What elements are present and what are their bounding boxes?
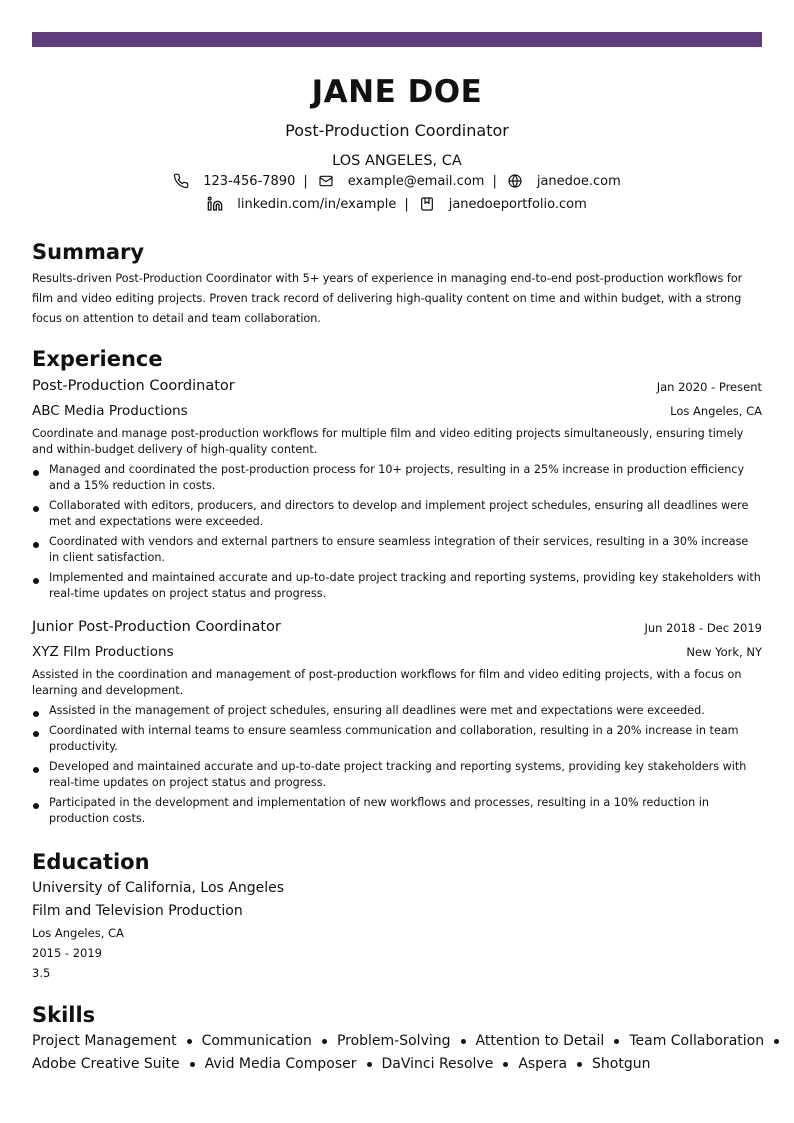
separator: | xyxy=(492,173,497,189)
bullet-dot xyxy=(187,1039,192,1044)
job-role: Junior Post-Production Coordinator xyxy=(32,619,281,635)
portfolio-link[interactable]: janedoeportfolio.com xyxy=(448,196,587,212)
list-item: Implemented and maintained accurate and up-to-date project tracking and reporting systems, providing key stakeholders with real-time updates on project status and progress. xyxy=(32,570,762,602)
bullet-dot xyxy=(461,1039,466,1044)
bullet-dot xyxy=(614,1039,619,1044)
phone-number[interactable]: 123-456-7890 xyxy=(203,173,296,189)
contact-row-secondary xyxy=(32,196,762,212)
bullet-dot xyxy=(367,1062,372,1067)
summary-heading: Summary xyxy=(32,240,145,264)
contact-row-primary xyxy=(32,173,762,189)
skills-heading: Skills xyxy=(32,1003,96,1027)
job-bullets xyxy=(32,703,762,831)
job-location: New York, NY xyxy=(686,645,762,659)
job-description: Assisted in the coordination and management of post-production workflows for film and video editing projects, with a focus on learning and development. xyxy=(32,668,742,697)
phone-icon xyxy=(173,173,189,189)
separator: | xyxy=(303,173,308,189)
email-link[interactable]: example@email.com xyxy=(347,173,485,189)
list-item: Developed and maintained accurate and up-to-date project tracking and reporting systems, providing key stakeholders with real-time updates on project status and progress. xyxy=(32,759,762,791)
skill-item: Avid Media Composer xyxy=(204,1056,357,1072)
education-years: 2015 - 2019 xyxy=(32,946,102,960)
candidate-title: Post-Production Coordinator xyxy=(285,121,509,140)
job-location: Los Angeles, CA xyxy=(670,404,762,418)
bullet-dot xyxy=(322,1039,327,1044)
list-item: Coordinated with vendors and external partners to ensure seamless integration of their services, resulting in a 30% increase in client satisfaction. xyxy=(32,534,762,566)
skill-item: Project Management xyxy=(32,1033,177,1049)
separator: | xyxy=(404,196,409,212)
skill-item: DaVinci Resolve xyxy=(381,1056,494,1072)
education-program: Film and Television Production xyxy=(32,903,243,919)
list-item: Assisted in the management of project schedules, ensuring all deadlines were met and expectations were exceeded. xyxy=(32,703,762,719)
candidate-name: JANE DOE xyxy=(311,74,483,110)
list-item: Participated in the development and implementation of new workflows and processes, resulting in a 10% reduction in production costs. xyxy=(32,795,762,827)
education-heading: Education xyxy=(32,850,150,874)
skill-item: Problem-Solving xyxy=(336,1033,451,1049)
education-gpa: 3.5 xyxy=(32,966,51,980)
accent-bar xyxy=(32,32,762,47)
bullet-dot xyxy=(190,1062,195,1067)
bullet-dot xyxy=(577,1062,582,1067)
summary-text: Results-driven Post-Production Coordinator with 5+ years of experience in managing end-to-end post-production workflows for film and video editing projects. Proven track record of delivering high-quality content on time and within budget, with a strong focus on attention to detail and team collaboration. xyxy=(32,272,743,325)
job-role: Post-Production Coordinator xyxy=(32,378,235,394)
job-company: XYZ Film Productions xyxy=(32,644,174,660)
list-item: Coordinated with internal teams to ensure seamless communication and collaboration, resulting in a 20% increase in team productivity. xyxy=(32,723,762,755)
linkedin-link[interactable]: linkedin.com/in/example xyxy=(237,196,397,212)
bullet-dot xyxy=(503,1062,508,1067)
list-item: Managed and coordinated the post-production process for 10+ projects, resulting in a 25% increase in production efficiency and a 15% reduction in costs. xyxy=(32,462,762,494)
candidate-location: LOS ANGELES, CA xyxy=(332,153,462,169)
job-dates: Jan 2020 - Present xyxy=(656,380,762,394)
portfolio-icon xyxy=(419,196,435,212)
education-location: Los Angeles, CA xyxy=(32,926,124,940)
job-company: ABC Media Productions xyxy=(32,403,188,419)
skill-item: Attention to Detail xyxy=(475,1033,605,1049)
mail-icon xyxy=(318,173,334,189)
skills-row-2 xyxy=(32,1056,650,1072)
skill-item: Shotgun xyxy=(592,1056,651,1072)
website-link[interactable]: janedoe.com xyxy=(536,173,621,189)
skill-item: Adobe Creative Suite xyxy=(32,1056,180,1072)
list-item: Collaborated with editors, producers, and directors to develop and implement project schedules, ensuring all deadlines were met and expectations were exceeded. xyxy=(32,498,762,530)
skill-item: Team Collaboration xyxy=(629,1033,765,1049)
job-description: Coordinate and manage post-production workflows for multiple film and video editing projects simultaneously, ensuring timely and within-budget delivery of high-quality content. xyxy=(32,427,744,456)
job-bullets xyxy=(32,462,762,606)
skills-row-1 xyxy=(32,1033,789,1049)
globe-icon xyxy=(507,173,523,189)
bullet-dot xyxy=(774,1039,779,1044)
experience-heading: Experience xyxy=(32,347,163,371)
skill-item: Communication xyxy=(201,1033,312,1049)
skill-item: Aspera xyxy=(518,1056,568,1072)
linkedin-icon xyxy=(207,196,223,212)
job-dates: Jun 2018 - Dec 2019 xyxy=(644,621,762,635)
education-school: University of California, Los Angeles xyxy=(32,880,285,896)
